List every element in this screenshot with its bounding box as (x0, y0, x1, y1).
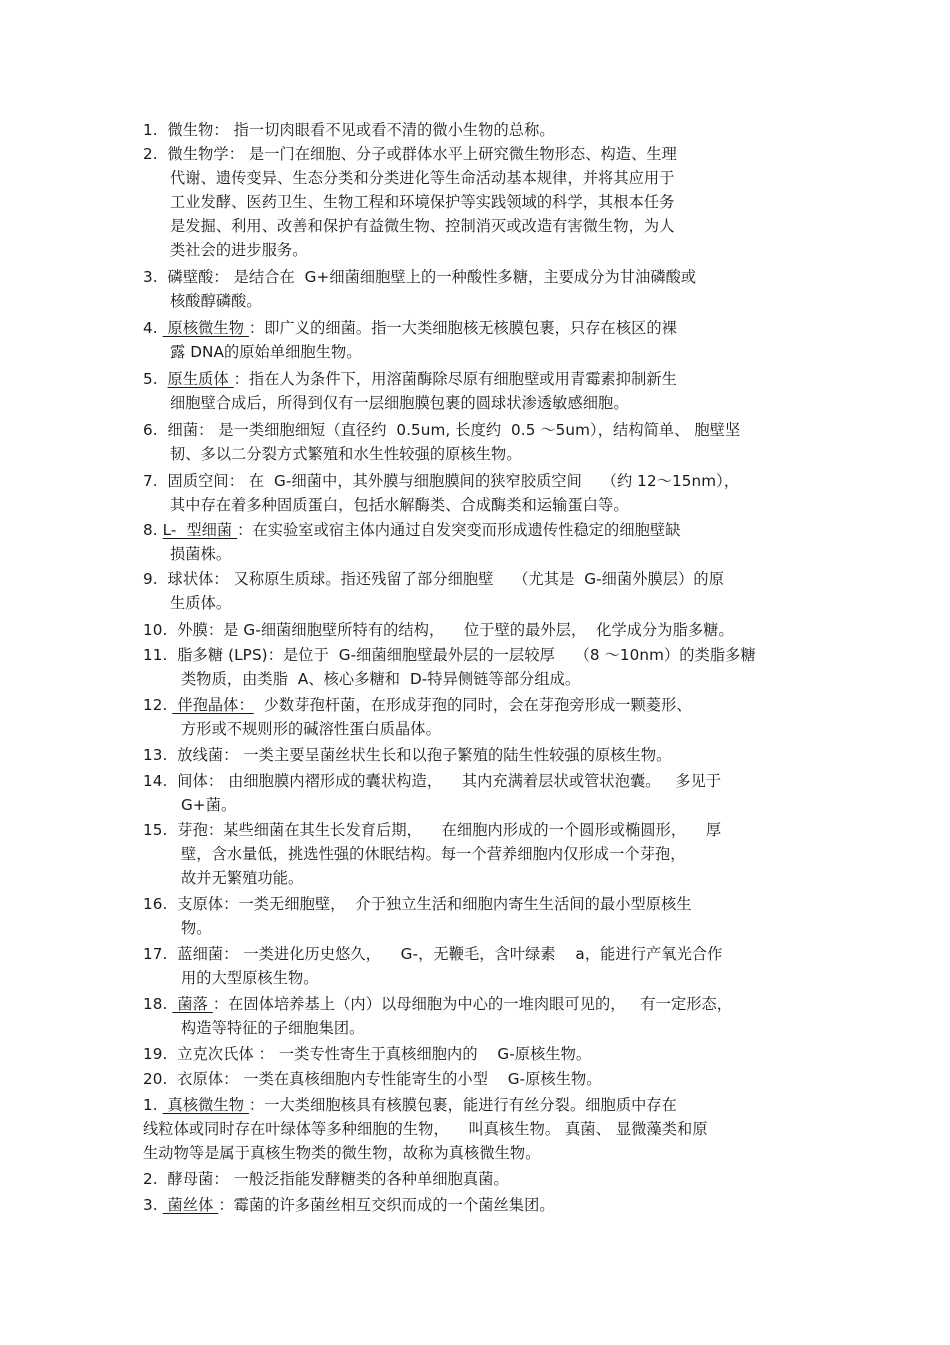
underlined-term: 伴孢晶体： (172, 696, 254, 714)
text-line (143, 1070, 602, 1088)
text-line (170, 169, 675, 187)
text-segment: 类社会的进步服务。 (170, 241, 308, 259)
text-line (143, 319, 677, 337)
text-line (170, 545, 231, 563)
text-line (143, 696, 692, 714)
text-line (143, 1120, 708, 1138)
underlined-term: 菌丝体 (162, 1196, 219, 1214)
text-line (143, 370, 677, 388)
text-line (181, 1019, 364, 1037)
underlined-term: L- 型细菌 (162, 521, 238, 539)
text-line (143, 1170, 509, 1188)
underlined-term: 原核微生物 (162, 319, 249, 337)
text-line (170, 193, 675, 211)
text-line (181, 869, 303, 887)
text-segment: ：即广义的细菌。指一大类细胞核无核膜包裹，只存在核区的裸 (248, 319, 677, 337)
text-line (143, 1096, 677, 1114)
underlined-term: 真核微生物 (162, 1096, 249, 1114)
text-segment: 3. 磷壁酸： 是结合在 G+细菌细胞壁上的一种酸性多糖，主要成分为甘油磷酸或 (143, 268, 697, 286)
text-segment: 18. (143, 995, 173, 1013)
text-segment: 7. 固质空间： 在 G-细菌中，其外膜与细胞膜间的狭窄胶质空间 （约 12～15nm）， (143, 472, 740, 490)
text-segment: 17. 蓝细菌： 一类进化历史悠久， G-，无鞭毛，含叶绿素 a，能进行产氧光合作 (143, 945, 723, 963)
text-segment: 其中存在着多种固质蛋白，包括水解酶类、合成酶类和运输蛋白等。 (170, 496, 629, 514)
text-segment: 1. 微生物： 指一切肉眼看不见或看不清的微小生物的总称。 (143, 121, 555, 139)
text-line (143, 121, 555, 139)
text-segment: ：指在人为条件下，用溶菌酶除尽原有细胞壁或用青霉素抑制新生 (233, 370, 677, 388)
text-segment: 6. 细菌： 是一类细胞细短（直径约 0.5um, 长度约 0.5 ～5um），结构简单、 胞壁坚 (143, 421, 741, 439)
text-segment: 2. 酵母菌： 一般泛指能发酵糖类的各种单细胞真菌。 (143, 1170, 509, 1188)
text-segment: ：霉菌的许多菌丝相互交织而成的一个菌丝集团。 (218, 1196, 555, 1214)
text-segment: 4. (143, 319, 163, 337)
text-segment: 19. 立克次氏体 ： 一类专性寄生于真核细胞内的 G-原核生物。 (143, 1045, 592, 1063)
text-segment: 线粒体或同时存在叶绿体等多种细胞的生物， 叫真核生物。 真菌、 显微藻类和原 (143, 1120, 708, 1138)
text-segment: 损菌株。 (170, 545, 232, 563)
text-segment: ：在固体培养基上（内）以母细胞为中心的一堆肉眼可见的， 有一定形态， (212, 995, 733, 1013)
text-line (143, 646, 756, 664)
text-line (143, 521, 681, 539)
text-line (181, 796, 236, 814)
text-line (143, 621, 734, 639)
text-line (143, 746, 671, 764)
text-line (143, 570, 724, 588)
text-segment: 用的大型原核生物。 (181, 969, 319, 987)
text-segment: ：一大类细胞核具有核膜包裹，能进行有丝分裂。细胞质中存在 (248, 1096, 677, 1114)
text-segment: 壁，含水量低，挑选性强的休眠结构。每一个营养细胞内仅形成一个芽孢， (181, 845, 686, 863)
text-segment: 细胞壁合成后，所得到仅有一层细胞膜包裹的圆球状渗透敏感细胞。 (170, 394, 629, 412)
text-line (143, 772, 721, 790)
text-line (143, 421, 740, 439)
underlined-term: 原生质体 (167, 370, 234, 388)
text-segment: 13. 放线菌： 一类主要呈菌丝状生长和以孢子繁殖的陆生性较强的原核生物。 (143, 746, 672, 764)
text-segment: 少数芽孢杆菌，在形成芽孢的同时，会在芽孢旁形成一颗菱形、 (253, 696, 692, 714)
text-line (143, 268, 696, 286)
text-line (143, 472, 739, 490)
text-line (143, 995, 732, 1013)
text-line (170, 241, 308, 259)
text-segment: 11. 脂多糖 (LPS)：是位于 G-细菌细胞壁最外层的一层较厚 （8 ～10nm）的类脂多糖 (143, 646, 756, 664)
text-segment: 构造等特征的子细胞集团。 (181, 1019, 365, 1037)
text-segment: 14. 间体： 由细胞膜内褶形成的囊状构造， 其内充满着层状或管状泡囊。 多见于 (143, 772, 722, 790)
text-segment: 9. 球状体： 又称原生质球。指还残留了部分细胞壁 （尤其是 G-细菌外膜层）的原 (143, 570, 724, 588)
text-line (181, 720, 441, 738)
text-line (143, 1045, 591, 1063)
text-segment: 代谢、遗传变异、生态分类和分类进化等生命活动基本规律，并将其应用于 (170, 169, 675, 187)
text-segment: ：在实验室或宿主体内通过自发突变而形成遗传性稳定的细胞壁缺 (237, 521, 681, 539)
text-segment: 10. 外膜：是 G-细菌细胞壁所特有的结构， 位于壁的最外层， 化学成分为脂多糖。 (143, 621, 734, 639)
text-line (181, 845, 686, 863)
text-line (170, 343, 362, 361)
text-segment: 16. 支原体：一类无细胞壁， 介于独立生活和细胞内寄生生活间的最小型原核生 (143, 895, 692, 913)
text-segment: 物。 (181, 919, 212, 937)
text-line (170, 394, 629, 412)
text-line (143, 895, 692, 913)
text-line (143, 1144, 540, 1162)
text-segment: 3. (143, 1196, 163, 1214)
text-segment: 生动物等是属于真核生物类的微生物，故称为真核微生物。 (143, 1144, 541, 1162)
text-line (181, 670, 580, 688)
text-segment: 5. (143, 370, 168, 388)
text-segment: G+菌。 (181, 796, 237, 814)
text-line (170, 445, 522, 463)
text-segment: 1. (143, 1096, 163, 1114)
text-segment: 韧、多以二分裂方式繁殖和水生性较强的原核生物。 (170, 445, 522, 463)
text-line (143, 1196, 555, 1214)
text-line (143, 821, 721, 839)
text-line (170, 217, 675, 235)
text-segment: 核酸醇磷酸。 (170, 292, 262, 310)
text-line (170, 292, 262, 310)
text-segment: 2. 微生物学： 是一门在细胞、分子或群体水平上研究微生物形态、构造、生理 (143, 145, 677, 163)
text-line (143, 945, 722, 963)
underlined-term: 菌落 (172, 995, 213, 1013)
text-segment: 生质体。 (170, 594, 232, 612)
text-segment: 故并无繁殖功能。 (181, 869, 304, 887)
text-segment: 15. 芽孢：某些细菌在其生长发育后期， 在细胞内形成的一个圆形或椭圆形， 厚 (143, 821, 722, 839)
text-segment: 方形或不规则形的碱溶性蛋白质晶体。 (181, 720, 441, 738)
text-line (181, 969, 319, 987)
text-segment: 露 DNA的原始单细胞生物。 (170, 343, 362, 361)
text-line (143, 145, 677, 163)
text-line (181, 919, 212, 937)
text-segment: 8. (143, 521, 163, 539)
text-segment: 12. (143, 696, 173, 714)
text-line (170, 594, 231, 612)
text-segment: 类物质，由类脂 A、核心多糖和 D-特异侧链等部分组成。 (181, 670, 581, 688)
text-line (170, 496, 629, 514)
text-segment: 工业发酵、医药卫生、生物工程和环境保护等实践领域的科学，其根本任务 (170, 193, 675, 211)
text-segment: 是发掘、利用、改善和保护有益微生物、控制消灭或改造有害微生物，为人 (170, 217, 675, 235)
text-segment: 20. 衣原体： 一类在真核细胞内专性能寄生的小型 G-原核生物。 (143, 1070, 602, 1088)
